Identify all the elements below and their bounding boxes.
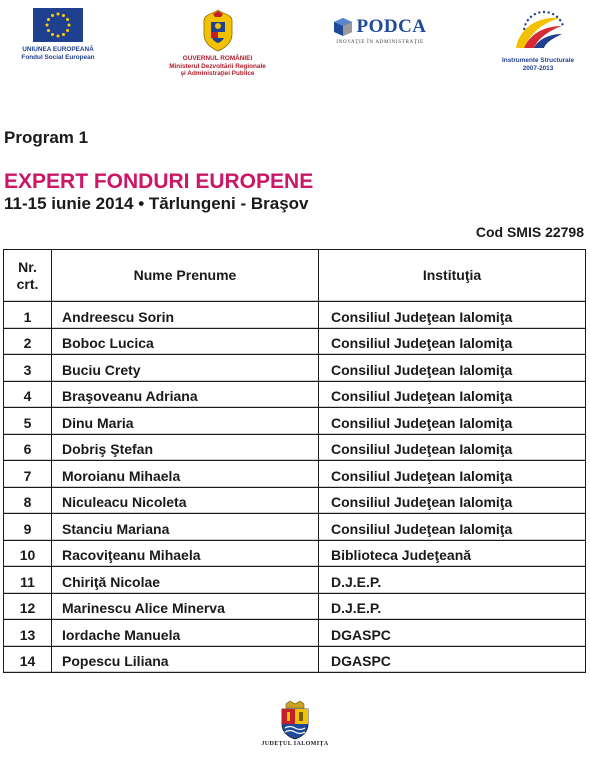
course-date-location: 11-15 iunie 2014 • Tărlungeni - Braşov [4,194,309,213]
is-star-icon [530,16,532,18]
is-star-icon [538,11,540,13]
table-row [4,355,586,382]
is-star-icon [527,19,529,21]
table-row [4,381,586,408]
header-nr-label: Nr. crt. [16,258,39,292]
row-institution: Consiliul Judeţean Ialomiţa [319,487,586,514]
row-nr: 2 [4,328,52,355]
row-name: Chiriţă Nicolae [52,567,319,594]
row-institution: D.J.E.P. [319,593,586,620]
gov-caption-line3: şi Administraţiei Publice [180,70,255,78]
government-logo [145,8,290,78]
is-star-icon [523,28,525,30]
row-name: Dobriş Ştefan [52,434,319,461]
row-nr: 12 [4,593,52,620]
podca-logo [325,16,435,45]
row-name: Boboc Lucica [52,328,319,355]
row-name: Niculeacu Nicoleta [52,487,319,514]
is-star-icon [534,13,536,15]
structural-instruments-logo [486,8,590,72]
table-row [4,567,586,594]
is-star-icon [559,19,561,21]
row-nr: 11 [4,567,52,594]
participants-table [3,249,586,673]
row-institution: Consiliul Judeţean Ialomiţa [319,302,586,329]
eu-star-icon [51,14,54,17]
row-nr: 1 [4,302,52,329]
romania-coat-of-arms-icon [201,8,235,52]
header-name: Nume Prenume [52,250,319,302]
is-star-icon [552,13,554,15]
table-row [4,328,586,355]
eu-caption-line2: Fondul Social European [21,53,95,61]
row-institution: DGASPC [319,646,586,673]
row-nr: 14 [4,646,52,673]
row-institution: Consiliul Judeţean Ialomiţa [319,355,586,382]
gov-caption-line1: GUVERNUL ROMÂNIEI [182,55,253,62]
table-row [4,302,586,329]
is-star-icon [524,23,526,25]
is-star-icon [561,23,563,25]
podca-cube-icon [333,17,353,37]
eu-logo [6,8,110,61]
row-nr: 6 [4,434,52,461]
row-nr: 3 [4,355,52,382]
is-caption-line1: Instrumente Structurale [501,57,575,64]
row-nr: 5 [4,408,52,435]
crest-label: JUDEŢUL IALOMIŢA [261,741,329,747]
footer [0,700,590,747]
row-nr: 8 [4,487,52,514]
row-institution: Consiliul Judeţean Ialomiţa [319,408,586,435]
eu-star-icon [62,33,65,36]
is-caption-line2: 2007-2013 [522,64,554,72]
row-name: Dinu Maria [52,408,319,435]
row-name: Iordache Manuela [52,620,319,647]
course-title: EXPERT FONDURI EUROPENE [4,170,314,193]
row-nr: 13 [4,620,52,647]
row-name: Racoviţeanu Mihaela [52,540,319,567]
table-row [4,487,586,514]
eu-star-icon [51,33,54,36]
table-row [4,514,586,541]
row-nr: 10 [4,540,52,567]
structural-instruments-emblem-icon [510,8,566,54]
eu-star-icon [66,18,69,21]
is-star-icon [547,11,549,13]
table-row [4,620,586,647]
eu-star-icon [68,24,71,27]
row-institution: Biblioteca Judeţeană [319,540,586,567]
row-institution: Consiliul Judeţean Ialomiţa [319,328,586,355]
row-name: Moroianu Mihaela [52,461,319,488]
eu-star-icon [57,13,60,16]
table-row [4,540,586,567]
eu-star-icon [47,29,50,32]
table-row [4,646,586,673]
eu-star-icon [46,24,49,27]
cod-smis: Cod SMIS 22798 [475,224,584,240]
row-name: Buciu Crety [52,355,319,382]
is-star-icon [543,11,545,13]
eu-flag-icon [33,8,83,42]
row-institution: Consiliul Judeţean Ialomiţa [319,434,586,461]
row-institution: DGASPC [319,620,586,647]
row-nr: 4 [4,381,52,408]
row-name: Marinescu Alice Minerva [52,593,319,620]
podca-tagline: INOVAŢIE ÎN ADMINISTRAŢIE [336,39,424,45]
row-name: Stanciu Mariana [52,514,319,541]
eu-star-icon [66,29,69,32]
gov-caption-line2: Ministerul Dezvoltării Regionale [169,62,266,70]
is-star-icon [556,16,558,18]
table-row [4,593,586,620]
eu-star-icon [62,14,65,17]
podca-name: PODCA [356,16,427,37]
table-row [4,434,586,461]
eu-star-icon [57,35,60,38]
eu-caption-line1: UNIUNEA EUROPEANĂ [22,46,94,53]
program-label: Program 1 [4,128,89,147]
row-institution: D.J.E.P. [319,567,586,594]
table-row [4,461,586,488]
row-institution: Consiliul Judeţean Ialomiţa [319,381,586,408]
logo-bar [0,0,590,100]
eu-star-icon [47,18,50,21]
row-nr: 9 [4,514,52,541]
row-name: Andreescu Sorin [52,302,319,329]
table-row [4,408,586,435]
header-nr [4,250,52,302]
row-institution: Consiliul Judeţean Ialomiţa [319,514,586,541]
row-name: Braşoveanu Adriana [52,381,319,408]
row-nr: 7 [4,461,52,488]
row-name: Popescu Liliana [52,646,319,673]
row-institution: Consiliul Judeţean Ialomiţa [319,461,586,488]
ialomita-crest-icon [278,700,312,740]
header-institution: Instituţia [319,250,586,302]
table-header-row [4,250,586,302]
